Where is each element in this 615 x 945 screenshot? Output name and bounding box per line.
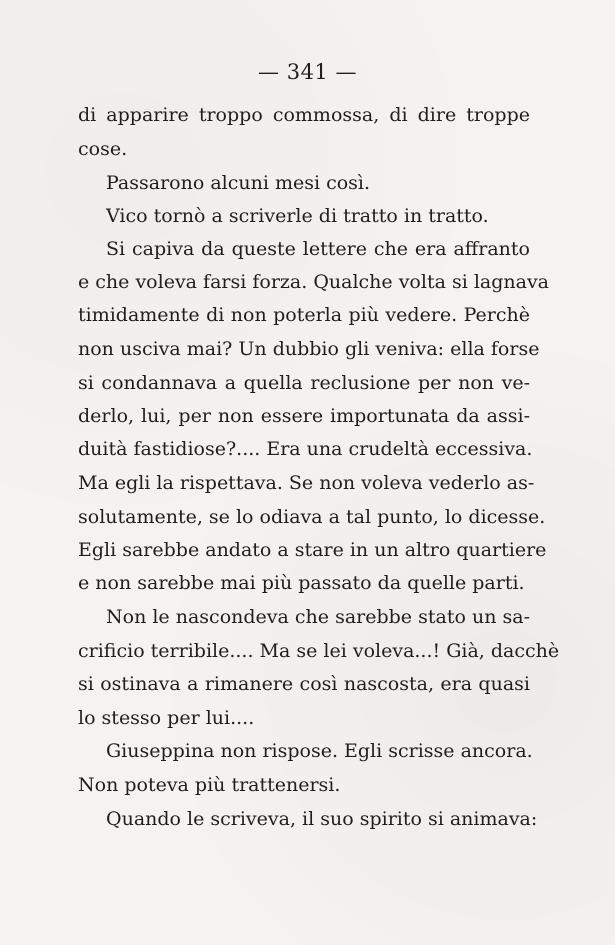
text-line-13: solutamente, se lo odiava a tal punto, lo dicesse. xyxy=(78,506,546,528)
text-line-20: Giuseppina non rispose. Egli scrisse ancora. xyxy=(106,740,533,762)
text-line-14: Egli sarebbe andato a stare in un altro quartiere xyxy=(78,539,547,561)
text-line-2: cose. xyxy=(78,138,128,160)
text-line-7: timidamente di non poterla più vedere. Perchè xyxy=(78,304,530,326)
text-line-12: Ma egli la rispettava. Se non voleva vederlo as- xyxy=(78,472,535,494)
text-line-21: Non poteva più trattenersi. xyxy=(78,774,341,796)
text-line-11: duità fastidiose?.... Era una crudeltà eccessiva. xyxy=(78,438,533,460)
text-line-1: di apparire troppo commossa, di dire troppe xyxy=(78,104,530,126)
text-line-10: derlo, lui, per non essere importunata da assi- xyxy=(78,405,530,427)
text-line-8: non usciva mai? Un dubbio gli veniva: ella forse xyxy=(78,338,540,360)
text-line-17: crificio terribile.... Ma se lei voleva...! Già, dacchè xyxy=(78,640,560,662)
text-line-3: Passarono alcuni mesi così. xyxy=(106,172,371,194)
text-line-19: lo stesso per lui.... xyxy=(78,707,255,729)
text-line-22: Quando le scriveva, il suo spirito si animava: xyxy=(106,808,538,830)
text-line-9: si condannava a quella reclusione per non ve- xyxy=(78,372,530,394)
text-line-15: e non sarebbe mai più passato da quelle parti. xyxy=(78,572,525,594)
text-line-5: Si capiva da queste lettere che era affranto xyxy=(106,238,530,260)
page-number: — 341 — xyxy=(258,60,357,84)
text-line-16: Non le nascondeva che sarebbe stato un sa- xyxy=(106,606,530,628)
text-line-6: e che voleva farsi forza. Qualche volta si lagnava xyxy=(78,271,550,293)
text-line-18: si ostinava a rimanere così nascosta, era quasi xyxy=(78,673,530,695)
text-line-4: Vico tornò a scriverle di tratto in tratto. xyxy=(106,205,489,227)
